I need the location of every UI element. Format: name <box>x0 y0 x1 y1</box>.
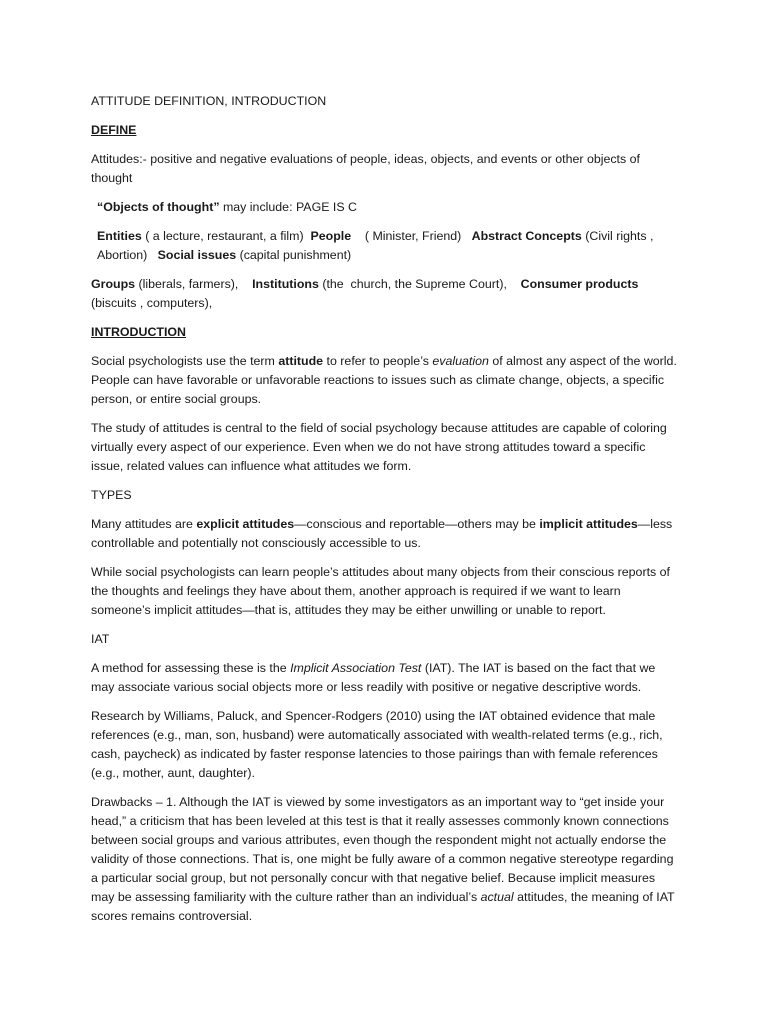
attitudes-definition: Attitudes:- positive and negative evaluations of people, ideas, objects, and events or other objects of thought <box>91 152 640 185</box>
people-label: People <box>310 229 352 243</box>
introduction-heading <box>91 323 681 342</box>
objects-of-thought-label: “Objects of thought” <box>97 200 220 214</box>
abstract-concepts-text: (Civil rights , Abortion) <box>97 229 657 262</box>
institutions-label: Institutions <box>252 277 319 291</box>
groups-label: Groups <box>91 277 136 291</box>
intro-p1-attitude: attitude <box>278 354 324 368</box>
entities-label: Entities <box>97 229 142 243</box>
iat-p3-actual: actual <box>480 890 514 904</box>
define-heading <box>91 121 681 140</box>
consumer-products-text: (biscuits , computers), <box>91 277 642 310</box>
introduction-heading-text: INTRODUCTION <box>91 325 186 339</box>
iat-p1-test-name: Implicit Association Test <box>290 661 422 675</box>
intro-p1-evaluation: evaluation <box>432 354 489 368</box>
introduction-paragraph-1 <box>91 352 681 409</box>
consumer-products-label: Consumer products <box>520 277 639 291</box>
types-paragraph-2: While social psychologists can learn people’s attitudes about many objects from their conscious reports of the thoughts and feelings they have about them, another approach is required if we want to learn someone’s implicit attitudes—that is, attitudes they may be either unwilling or unable to report. <box>91 565 670 617</box>
iat-p1-text-a: A method for assessing these is the <box>91 661 291 675</box>
social-issues-label: Social issues <box>157 248 237 262</box>
iat-paragraph-2: Research by Williams, Paluck, and Spencer-Rodgers (2010) using the IAT obtained evidence that male references (e.g., man, son, husband) were automatically associated with wealth-related terms (e.g., rich, cash, paycheck) as indicated by faster response latencies to those pairings than with female references (e.g., mother, aunt, daughter). <box>91 709 663 780</box>
iat-p3-text-c: attitudes, the meaning of IAT scores remains controversial. <box>91 890 675 923</box>
document-page <box>91 92 681 936</box>
groups-text: (liberals, farmers), <box>135 277 253 291</box>
types-heading: TYPES <box>91 488 132 502</box>
objects-of-thought <box>91 198 681 217</box>
examples-line-2 <box>91 275 681 313</box>
iat-paragraph-3 <box>91 793 681 926</box>
intro-p1-text-e: of almost any aspect of the world. People can have favorable or unfavorable reactions to issues such as climate change, objects, a specific person, or entire social groups. <box>91 354 677 406</box>
types-p1-explicit: explicit attitudes <box>196 517 295 531</box>
abstract-concepts-label: Abstract Concepts <box>471 229 582 243</box>
types-p1-text-c: —conscious and reportable—others may be <box>294 517 540 531</box>
types-p1-text-e: —less controllable and potentially not consciously accessible to us. <box>91 517 673 550</box>
iat-p3-text-a: Drawbacks – 1. Although the IAT is viewed by some investigators as an important way to “get inside your head,” a criticism that has been leveled at this test is that it really assesses commonly known connections between social groups and various attributes, even though the respondent might not actually endorse the validity of those connections. That is, one might be fully aware of a common negative stereotype regarding a particular social group, but not personally concur with that negative belief. Because implicit measures may be assessing familiarity with the culture rather than an individual’s <box>91 795 674 904</box>
entities-text: ( a lecture, restaurant, a film) <box>141 229 311 243</box>
examples-line-1 <box>91 227 681 265</box>
types-p1-text-a: Many attitudes are <box>91 517 197 531</box>
iat-paragraph-1 <box>91 659 681 697</box>
intro-p1-text-c: to refer to people’s <box>323 354 433 368</box>
types-p1-implicit: implicit attitudes <box>539 517 638 531</box>
objects-of-thought-rest: may include: PAGE IS C <box>219 200 358 214</box>
institutions-text: (the church, the Supreme Court), <box>318 277 521 291</box>
iat-heading: IAT <box>91 632 110 646</box>
document-title: ATTITUDE DEFINITION, INTRODUCTION <box>91 94 327 108</box>
people-text: ( Minister, Friend) <box>351 229 472 243</box>
intro-p1-text-a: Social psychologists use the term <box>91 354 279 368</box>
types-paragraph-1 <box>91 515 681 553</box>
iat-p1-text-c: (IAT). The IAT is based on the fact that we may associate various social objects more or less readily with positive or negative descriptive words. <box>91 661 656 694</box>
social-issues-text: (capital punishment) <box>236 248 352 262</box>
define-heading-text: DEFINE <box>91 123 137 137</box>
introduction-paragraph-2: The study of attitudes is central to the field of social psychology because attitudes are capable of coloring virtually every aspect of our experience. Even when we do not have strong attitudes toward a specific issue, related values can influence what attitudes we form. <box>91 421 667 473</box>
